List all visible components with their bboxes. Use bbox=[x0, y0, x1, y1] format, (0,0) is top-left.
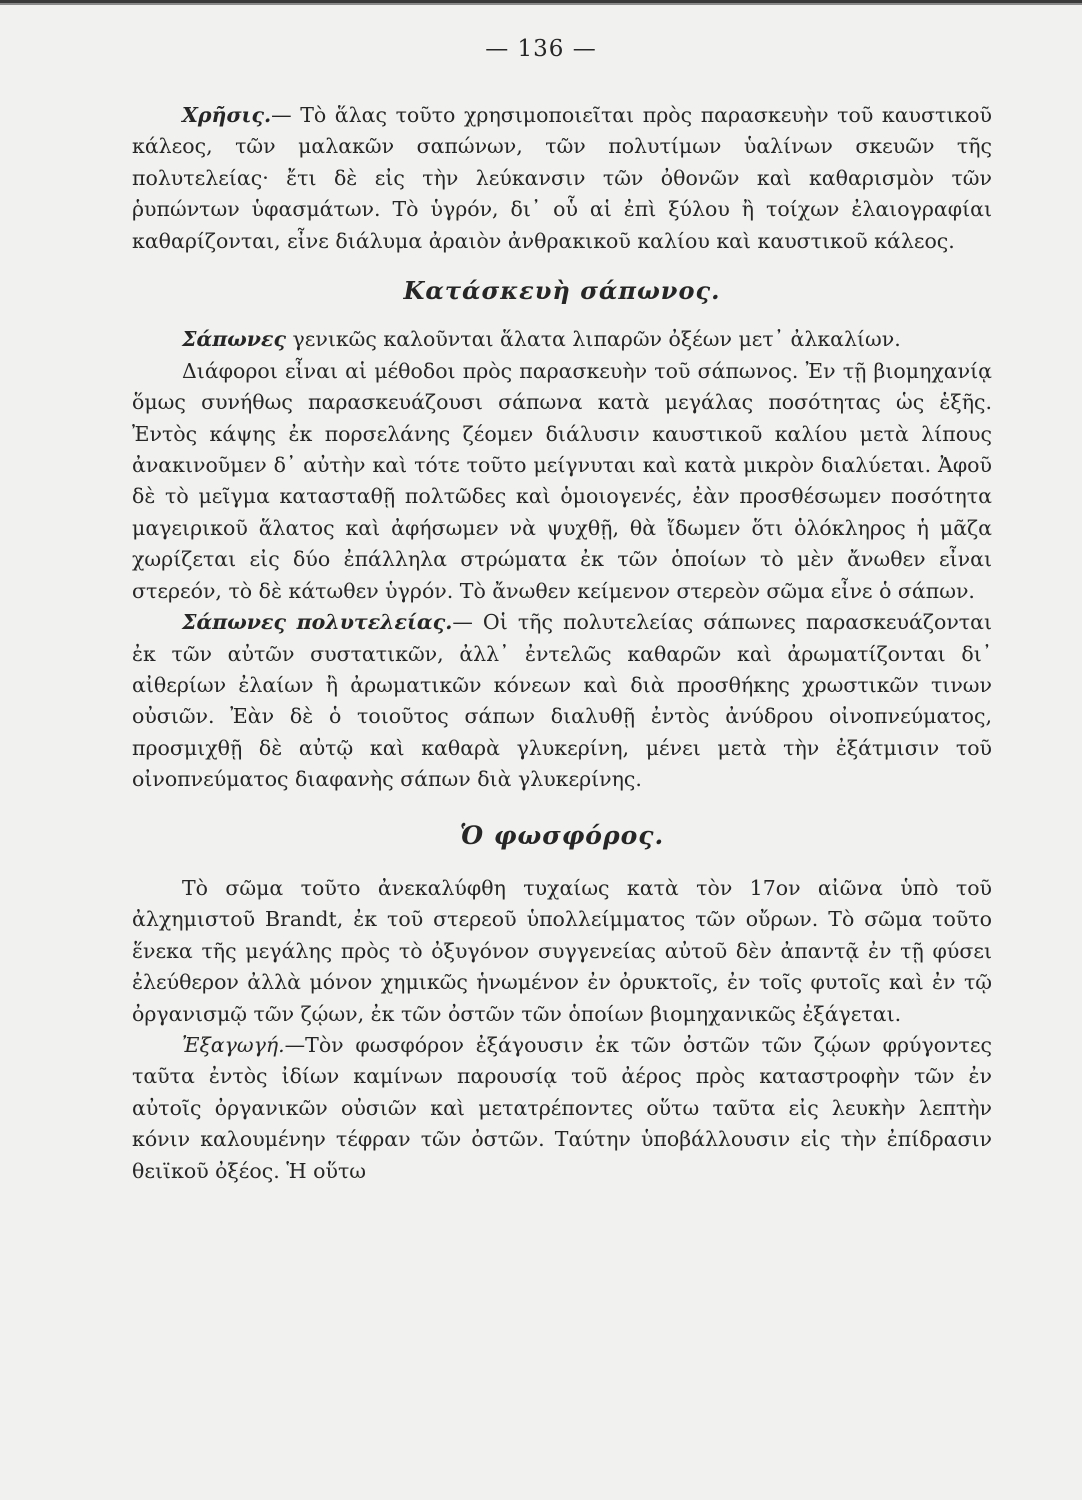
top-border-rule bbox=[0, 0, 1082, 12]
section-heading-soap-making: Κατάσκευὴ σάπωνος. bbox=[403, 276, 721, 306]
page-number: — 136 — bbox=[485, 36, 597, 62]
paragraph-term: Ἐξαγωγή. bbox=[182, 1032, 285, 1057]
section-heading-phosphorus: Ὁ φωσφόρος. bbox=[459, 820, 665, 850]
paragraph-text: — Οἱ τῆς πολυτελείας σάπωνες παρασκευάζονται ἐκ τῶν αὐτῶν συστατικῶν, ἀλλ᾽ ἐντελῶς καθαρῶν καὶ ἀρωματίζονται δι᾽ αἰθερίων ἐλαίων ἢ ἀρωματικῶν κόνεων καὶ διὰ προσθήκης χρωστικῶν τινων οὐσιῶν. Ἐὰν δὲ ὁ τοιοῦτος σάπων διαλυθῇ ἐντὸς ἀνύδρου οἰνοπνεύματος, προσμιχθῇ δὲ αὐτῷ καὶ καθαρὰ γλυκερίνη, μένει μετὰ τὴν ἐξάτμισιν τοῦ οἰνοπνεύματος διαφανὴς σάπων διὰ γλυκερίνης. bbox=[132, 610, 993, 792]
paragraph-term: Σάπωνες bbox=[182, 327, 286, 352]
paragraph-extraction bbox=[132, 1030, 992, 1187]
paragraph-term: Χρῆσις. bbox=[182, 103, 272, 127]
paragraph-text: γενικῶς καλοῦνται ἅλατα λιπαρῶν ὀξέων μετ᾽ ἀλκαλίων. bbox=[285, 327, 901, 352]
paragraph-soap-methods: Διάφοροι εἶναι αἱ μέθοδοι πρὸς παρασκευὴν τοῦ σάπωνος. Ἐν τῇ βιομηχανίᾳ ὅμως συνήθως παρασκευάζουσι σάπωνα κατὰ μεγάλας ποσότητας ὡς ἑξῆς. Ἐντὸς κάψης ἐκ πορσελάνης ζέομεν διάλυσιν καυστικοῦ καλίου μετὰ λίπους ἀνακινοῦμεν δ᾽ αὐτὴν καὶ τότε τοῦτο μείγνυται καὶ κατὰ μικρὸν διαλύεται. Ἀφοῦ δὲ τὸ μεῖγμα κατασταθῇ πολτῶδες καὶ ὁμοιογενές, ἐὰν προσθέσωμεν ποσότητα μαγειρικοῦ ἅλατος καὶ ἀφήσωμεν νὰ ψυχθῇ, θὰ ἴδωμεν ὅτι ὁλόκληρος ἡ μᾶζα χωρίζεται εἰς δύο ἐπάλληλα στρώματα ἐκ τῶν ὁποίων τὸ μὲν ἄνωθεν εἶναι στερεόν, τὸ δὲ κάτωθεν ὑγρόν. Τὸ ἄνωθεν κείμενον στερεὸν σῶμα εἶνε ὁ σάπων. bbox=[132, 358, 992, 603]
paragraph-soaps-definition bbox=[132, 324, 992, 355]
paragraph-phosphorus-discovery: Τὸ σῶμα τοῦτο ἀνεκαλύφθη τυχαίως κατὰ τὸν 17ον αἰῶνα ὑπὸ τοῦ ἀλχημιστοῦ Brandt, ἐκ τοῦ στερεοῦ ὑπολλείμματος τῶν οὔρων. Τὸ σῶμα τοῦτο ἕνεκα τῆς μεγάλης πρὸς τὸ ὀξυγόνον συγγενείας αὐτοῦ δὲν ἀπαντᾷ ἐν τῇ φύσει ἐλεύθερον ἀλλὰ μόνον χημικῶς ἡνωμένον ἐν ὀρυκτοῖς, ἐν τοῖς φυτοῖς καὶ ἐν τῷ ὀργανισμῷ τῶν ζῴων, ἐκ τῶν ὀστῶν τῶν ὁποίων βιομηχανικῶς ἐξάγεται. bbox=[132, 875, 992, 1026]
paragraph-text: — Τὸ ἅλας τοῦτο χρησιμοποιεῖται πρὸς παρασκευὴν τοῦ καυστικοῦ κάλεος, τῶν μαλακῶν σαπώνων, τῶν πολυτίμων ὑαλίνων σκευῶν τῆς πολυτελείας· ἔτι δὲ εἰς τὴν λεύκανσιν τῶν ὀθονῶν καὶ καθαρισμὸν τῶν ῥυπώντων ὑφασμάτων. Τὸ ὑγρόν, δι᾽ οὗ αἱ ἐπὶ ξύλου ἢ τοίχων ἐλαιογραφίαι καθαρίζονται, εἶνε διάλυμα ἀραιὸν ἀνθρακικοῦ καλίου καὶ καυστικοῦ κάλεος. bbox=[132, 103, 992, 253]
paragraph-term: Σάπωνες πολυτελείας. bbox=[182, 610, 453, 635]
paragraph-uses bbox=[132, 100, 992, 257]
paragraph-luxury-soaps bbox=[132, 607, 992, 795]
page-body bbox=[132, 100, 992, 1187]
paragraph-text: —Τὸν φωσφόρον ἐξάγουσιν ἐκ τῶν ὀστῶν τῶν ζῴων φρύγοντες ταῦτα ἐντὸς ἰδίων καμίνων παρουσίᾳ τοῦ ἀέρος πρὸς καταστροφὴν τῶν ἐν αὐτοῖς ὀργανικῶν οὐσιῶν καὶ μετατρέποντες οὕτω ταῦτα εἰς λευκὴν λεπτὴν κόνιν καλουμένην τέφραν τῶν ὀστῶν. Ταύτην ὑποβάλλουσιν εἰς τὴν ἐπίδρασιν θειϊκοῦ ὀξέος. Ἡ οὕτω bbox=[132, 1032, 992, 1183]
